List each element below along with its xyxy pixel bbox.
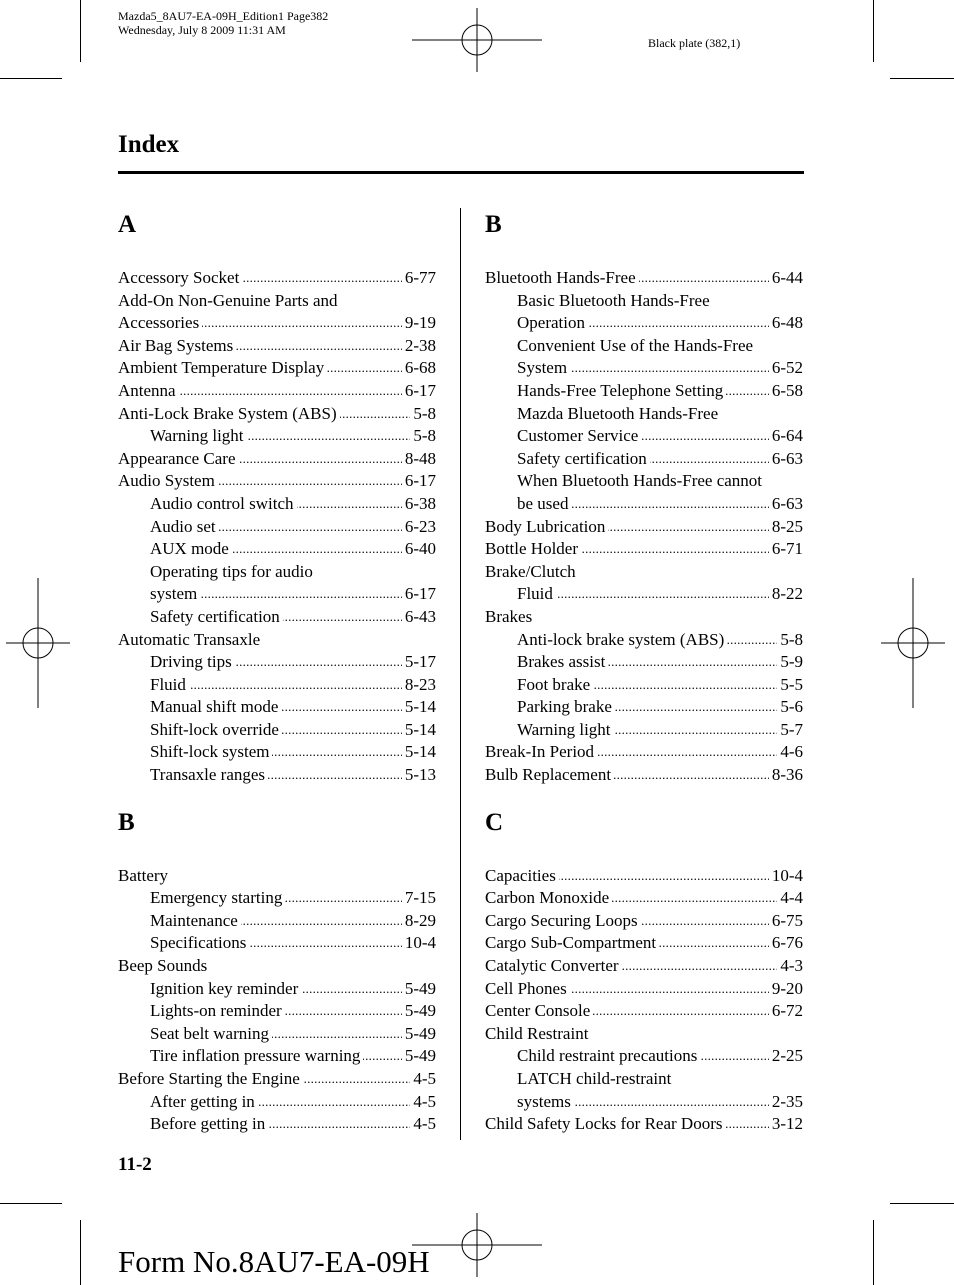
index-subentry — [118, 674, 436, 697]
entry-text: Cell Phones — [485, 978, 567, 998]
crop-mark — [0, 1203, 62, 1204]
dot-leader — [593, 674, 777, 697]
entry-text: Operation — [517, 313, 585, 333]
dot-leader — [327, 357, 402, 380]
entry-text: Brakes — [485, 606, 533, 626]
section-letter: B — [485, 211, 502, 238]
index-entry — [485, 887, 803, 910]
entry-page: 5-14 — [404, 742, 436, 762]
index-entry — [485, 1023, 803, 1046]
index-entry — [485, 910, 803, 933]
print-file-info — [118, 9, 328, 37]
index-subentry — [485, 719, 803, 742]
index-column-right — [485, 208, 803, 1136]
dot-leader — [608, 651, 777, 674]
index-entry — [485, 955, 803, 978]
dot-leader — [236, 335, 402, 358]
dot-leader — [615, 696, 777, 719]
crop-mark — [80, 0, 81, 62]
index-entry — [118, 629, 436, 652]
entry-page: 6-64 — [771, 426, 803, 446]
entry-page: 2-35 — [771, 1091, 803, 1111]
entry-text: Center Console — [485, 1001, 591, 1021]
index-subentry — [118, 978, 436, 1001]
entry-text: Before Starting the Engine — [118, 1069, 300, 1088]
index-subentry — [118, 1045, 436, 1068]
entry-page: 9-20 — [771, 978, 803, 998]
form-number: Form No.8AU7-EA-09H — [118, 1244, 430, 1279]
entry-text: Fluid — [150, 674, 186, 694]
index-subentry — [118, 538, 436, 561]
dot-leader — [303, 1068, 411, 1091]
entry-page: 5-14 — [404, 697, 436, 717]
dot-leader — [242, 267, 402, 290]
index-subentry — [485, 335, 803, 358]
entry-page: 6-52 — [771, 358, 803, 378]
index-subentry — [485, 583, 803, 606]
entry-page: 5-49 — [404, 1023, 436, 1043]
title-rule — [118, 171, 804, 174]
crop-mark — [80, 1220, 81, 1285]
entry-text: Specifications — [150, 933, 247, 953]
index-subentry — [485, 674, 803, 697]
entry-text: Capacities — [485, 865, 556, 885]
entry-page: 6-23 — [404, 516, 436, 536]
index-entry — [118, 357, 436, 380]
entry-text: Child Safety Locks for Rear Doors — [485, 1114, 723, 1134]
entry-text: Transaxle ranges — [150, 765, 266, 785]
dot-leader — [258, 1091, 411, 1114]
dot-leader — [597, 741, 777, 764]
entry-page: 6-38 — [404, 493, 436, 513]
index-subentry — [485, 1045, 803, 1068]
print-file-name: Mazda5_8AU7-EA-09H_Edition1 Page382 — [118, 9, 329, 23]
entry-text: Accessory Socket — [118, 268, 240, 287]
entry-page: 6-17 — [404, 471, 436, 491]
entry-text: Battery — [118, 865, 169, 885]
dot-leader — [282, 719, 402, 742]
entry-text: Before getting in — [150, 1114, 266, 1134]
entry-text: Audio control switch — [150, 493, 294, 513]
entry-page: 8-22 — [771, 584, 803, 604]
index-entry — [485, 764, 803, 787]
entry-page: 5-49 — [404, 1001, 436, 1021]
entry-page: 4-5 — [413, 1114, 436, 1134]
entry-page: 6-77 — [404, 268, 436, 287]
dot-leader — [608, 516, 768, 539]
entry-page: 2-25 — [771, 1046, 803, 1066]
index-entry — [118, 448, 436, 471]
entry-text: Maintenance — [150, 910, 238, 930]
entry-page: 5-5 — [780, 674, 803, 694]
index-entry — [118, 312, 436, 335]
dot-leader — [247, 425, 411, 448]
dot-leader — [614, 764, 769, 787]
entry-page: 6-63 — [771, 448, 803, 468]
entry-page: 6-76 — [771, 933, 803, 953]
entry-text: Bottle Holder — [485, 539, 579, 559]
entry-text: Beep Sounds — [118, 956, 208, 976]
dot-leader — [659, 932, 769, 955]
index-entry — [118, 380, 436, 403]
crop-mark — [873, 0, 874, 62]
index-subentry — [118, 606, 436, 629]
dot-leader — [571, 493, 768, 516]
entry-text: Ignition key reminder — [150, 978, 299, 998]
dot-leader — [559, 865, 769, 888]
print-timestamp: Wednesday, July 8 2009 11:31 AM — [118, 23, 286, 37]
dot-leader — [614, 719, 778, 742]
dot-leader — [588, 312, 769, 335]
dot-leader — [189, 674, 402, 697]
entry-page: 8-23 — [404, 674, 436, 694]
dot-leader — [727, 629, 777, 652]
index-subentry — [485, 312, 803, 335]
entry-text: Child Restraint — [485, 1023, 589, 1043]
entry-text: Manual shift mode — [150, 697, 279, 717]
dot-leader — [700, 1045, 768, 1068]
dot-leader — [570, 357, 769, 380]
index-entry — [485, 741, 803, 764]
entry-text: Cargo Securing Loops — [485, 910, 638, 930]
index-subentry — [118, 910, 436, 933]
entry-page: 5-49 — [404, 1046, 436, 1066]
entry-text: Air Bag Systems — [118, 335, 234, 355]
dot-leader — [725, 1113, 768, 1136]
section-letter: A — [118, 211, 137, 238]
index-subentry — [485, 696, 803, 719]
entry-text: Tire inflation pressure warning — [150, 1046, 361, 1066]
index-subentry — [118, 651, 436, 674]
entry-text: After getting in — [150, 1091, 255, 1111]
entry-text: Antenna — [118, 380, 176, 400]
entry-page: 6-17 — [404, 584, 436, 604]
column-divider — [460, 208, 461, 1140]
entry-text: Parking brake — [517, 697, 612, 717]
dot-leader — [179, 380, 402, 403]
index-entry — [485, 978, 803, 1001]
dot-leader — [726, 380, 769, 403]
registration-mark-icon — [412, 8, 542, 72]
index-entry — [118, 403, 436, 426]
index-entry — [118, 335, 436, 358]
entry-page: 9-19 — [404, 313, 436, 333]
entry-text: Add-On Non-Genuine Parts and — [118, 290, 338, 310]
entry-page: 5-9 — [780, 652, 803, 672]
entry-page: 5-13 — [404, 765, 436, 785]
entry-page: 5-7 — [780, 719, 803, 739]
index-subentry — [485, 448, 803, 471]
entry-page: 4-3 — [780, 956, 803, 976]
dot-leader — [574, 1091, 769, 1114]
index-entry — [118, 267, 436, 290]
index-subentry — [485, 493, 803, 516]
entry-page: 5-14 — [404, 719, 436, 739]
entry-text: Brakes assist — [517, 652, 606, 672]
entry-page: 2-38 — [404, 335, 436, 355]
entry-page: 10-4 — [771, 865, 803, 885]
crop-mark — [0, 78, 62, 79]
dot-leader — [232, 538, 402, 561]
dot-leader — [218, 470, 402, 493]
entry-text: be used — [517, 493, 569, 513]
index-subentry — [485, 1068, 803, 1091]
entry-page: 6-71 — [771, 539, 803, 559]
entry-text: Lights-on reminder — [150, 1001, 282, 1021]
entry-text: Catalytic Converter — [485, 956, 619, 976]
entry-text: Shift-lock system — [150, 742, 270, 762]
entry-text: Bulb Replacement — [485, 765, 612, 785]
entry-text: Mazda Bluetooth Hands-Free — [517, 403, 719, 423]
entry-page: 6-48 — [771, 313, 803, 333]
entry-text: Shift-lock override — [150, 719, 279, 739]
dot-leader — [219, 516, 402, 539]
index-subentry — [118, 887, 436, 910]
entry-page: 7-15 — [404, 888, 436, 908]
entry-page: 4-5 — [413, 1091, 436, 1111]
index-entry — [485, 606, 803, 629]
dot-leader — [641, 425, 768, 448]
entry-text: Fluid — [517, 584, 553, 604]
entry-text: AUX mode — [150, 539, 229, 559]
entry-text: Seat belt warning — [150, 1023, 269, 1043]
page-title: Index — [118, 131, 180, 158]
index-subentry — [485, 651, 803, 674]
entry-page: 6-44 — [771, 268, 803, 287]
entry-text: Brake/Clutch — [485, 561, 576, 581]
dot-leader — [340, 403, 411, 426]
dot-leader — [622, 955, 778, 978]
index-subentry — [118, 764, 436, 787]
index-entry — [118, 470, 436, 493]
dot-leader — [556, 583, 769, 606]
index-entry — [485, 516, 803, 539]
index-subentry — [485, 470, 803, 493]
entry-text: Basic Bluetooth Hands-Free — [517, 290, 710, 310]
entry-text: Audio System — [118, 471, 215, 491]
entry-text: Cargo Sub-Compartment — [485, 933, 657, 953]
entry-page: 6-72 — [771, 1001, 803, 1021]
entry-page: 5-49 — [404, 978, 436, 998]
entry-text: Anti-Lock Brake System (ABS) — [118, 403, 337, 423]
dot-leader — [641, 910, 769, 933]
entry-text: Carbon Monoxide — [485, 888, 610, 908]
entry-page: 6-17 — [404, 380, 436, 400]
registration-mark-icon — [412, 1213, 542, 1277]
dot-leader — [200, 583, 402, 606]
dot-leader — [202, 312, 402, 335]
entry-text: Foot brake — [517, 674, 591, 694]
entry-page: 8-25 — [771, 516, 803, 536]
dot-leader — [650, 448, 769, 471]
index-subentry — [118, 1091, 436, 1114]
entry-text: Safety certification — [150, 606, 280, 626]
index-entry — [118, 290, 436, 313]
index-subentry — [118, 516, 436, 539]
entry-text: LATCH child-restraint — [517, 1069, 672, 1088]
index-column-left — [118, 208, 436, 1136]
crop-mark — [873, 1220, 874, 1285]
entry-text: Hands-Free Telephone Setting — [517, 380, 724, 400]
index-entry — [485, 267, 803, 290]
dot-leader — [301, 978, 402, 1001]
index-subentry — [485, 357, 803, 380]
entry-page: 5-17 — [404, 652, 436, 672]
index-subentry — [485, 403, 803, 426]
index-entry — [485, 865, 803, 888]
section-letter: C — [485, 808, 504, 836]
section-letter: B — [118, 808, 135, 836]
dot-leader — [283, 606, 402, 629]
entry-text: Customer Service — [517, 426, 639, 446]
entry-page: 3-12 — [771, 1114, 803, 1134]
dot-leader — [249, 932, 402, 955]
dot-leader — [593, 1000, 769, 1023]
dot-leader — [285, 887, 401, 910]
dot-leader — [297, 493, 402, 516]
entry-text: When Bluetooth Hands-Free cannot — [517, 471, 763, 491]
entry-text: Anti-lock brake system (ABS) — [517, 629, 725, 649]
index-subentry — [485, 1091, 803, 1114]
index-entry — [118, 1068, 436, 1091]
index-subentry — [118, 425, 436, 448]
registration-mark-icon — [881, 578, 945, 708]
plate-info: Black plate (382,1) — [648, 36, 741, 50]
entry-page: 5-6 — [780, 697, 803, 717]
entry-page: 5-8 — [780, 629, 803, 649]
entry-text: Child restraint precautions — [517, 1046, 698, 1066]
index-subentry — [118, 561, 436, 584]
index-entry — [118, 865, 436, 888]
entry-page: 8-36 — [771, 765, 803, 785]
entry-text: Accessories — [118, 313, 200, 333]
index-subentry — [118, 719, 436, 742]
entry-page: 6-40 — [404, 539, 436, 559]
index-subentry — [118, 696, 436, 719]
entry-text: Driving tips — [150, 652, 232, 672]
index-subentry — [118, 932, 436, 955]
entry-page: 10-4 — [404, 933, 436, 953]
index-subentry — [118, 493, 436, 516]
entry-text: systems — [517, 1091, 571, 1111]
index-subentry — [118, 583, 436, 606]
entry-page: 6-43 — [404, 606, 436, 626]
dot-leader — [268, 1113, 410, 1136]
index-subentry — [485, 290, 803, 313]
entry-page: 6-68 — [404, 358, 436, 378]
page-number: 11-2 — [118, 1154, 152, 1175]
dot-leader — [285, 1000, 402, 1023]
dot-leader — [239, 448, 402, 471]
entry-page: 4-5 — [413, 1069, 436, 1088]
entry-text: Appearance Care — [118, 448, 236, 468]
entry-page: 5-8 — [413, 426, 436, 446]
entry-page: 4-4 — [780, 888, 803, 908]
index-entry — [118, 955, 436, 978]
entry-page: 8-48 — [404, 448, 436, 468]
entry-text: Body Lubrication — [485, 516, 606, 536]
index-subentry — [118, 1000, 436, 1023]
entry-text: Break-In Period — [485, 742, 595, 762]
dot-leader — [639, 267, 769, 290]
entry-text: Bluetooth Hands-Free — [485, 268, 636, 287]
entry-text: Operating tips for audio — [150, 561, 313, 581]
index-entry — [485, 932, 803, 955]
dot-leader — [272, 741, 401, 764]
index-subentry — [485, 629, 803, 652]
crop-mark — [890, 78, 954, 79]
entry-page: 5-8 — [413, 403, 436, 423]
entry-text: Automatic Transaxle — [118, 629, 261, 649]
index-entry — [485, 561, 803, 584]
index-entry — [485, 538, 803, 561]
entry-text: Convenient Use of the Hands-Free — [517, 335, 754, 355]
dot-leader — [281, 696, 401, 719]
index-entry — [485, 1113, 803, 1136]
entry-text: Audio set — [150, 516, 216, 536]
index-subentry — [118, 1023, 436, 1046]
dot-leader — [268, 764, 402, 787]
entry-text: System — [517, 358, 568, 378]
index-subentry — [118, 741, 436, 764]
dot-leader — [570, 978, 769, 1001]
index-subentry — [118, 1113, 436, 1136]
index-entry — [485, 1000, 803, 1023]
dot-leader — [235, 651, 402, 674]
entry-text: system — [150, 584, 198, 604]
entry-page: 6-63 — [771, 493, 803, 513]
entry-text: Emergency starting — [150, 888, 283, 908]
entry-page: 6-75 — [771, 910, 803, 930]
entry-text: Ambient Temperature Display — [118, 358, 325, 378]
entry-text: Safety certification — [517, 448, 647, 468]
entry-page: 8-29 — [404, 910, 436, 930]
index-subentry — [485, 425, 803, 448]
entry-page: 4-6 — [780, 742, 803, 762]
index-subentry — [485, 380, 803, 403]
dot-leader — [612, 887, 777, 910]
dot-leader — [363, 1045, 401, 1068]
dot-leader — [241, 910, 402, 933]
registration-mark-icon — [6, 578, 70, 708]
entry-text: Warning light — [517, 719, 611, 739]
dot-leader — [272, 1023, 402, 1046]
entry-page: 6-58 — [771, 380, 803, 400]
entry-text: Warning light — [150, 426, 244, 446]
dot-leader — [581, 538, 769, 561]
crop-mark — [890, 1203, 954, 1204]
